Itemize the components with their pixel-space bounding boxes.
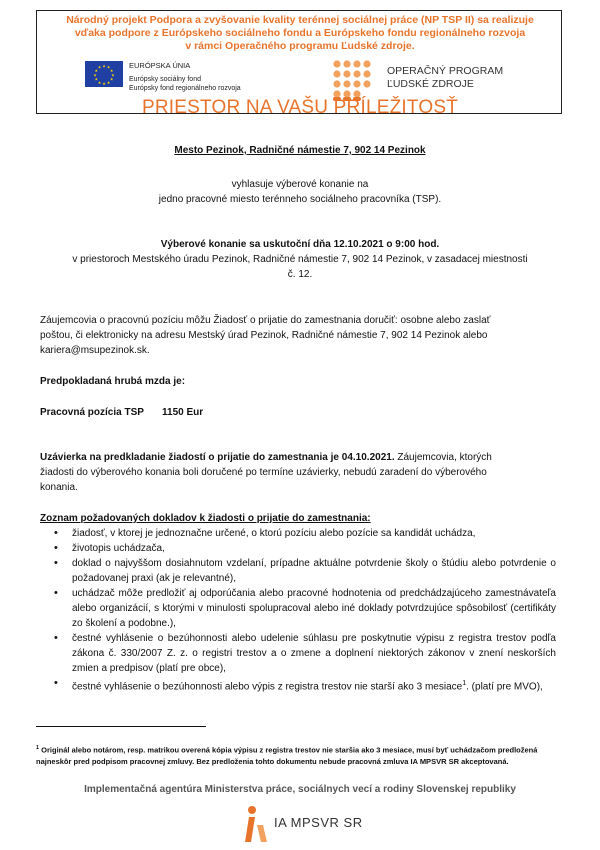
svg-text:★: ★ xyxy=(94,76,99,82)
operational-programme-logo-icon xyxy=(331,59,379,101)
announcement-line-2: jedno pracovné miesto terénneho sociálneho pracovníka (TSP). xyxy=(158,194,442,205)
agency-name: Implementačná agentúra Ministerstva práce, sociálnych vecí a rodiny Slovenskej republiky xyxy=(84,784,516,795)
requirement-item: • uchádzač môže predložiť aj odporúčania alebo pracovné hodnotenia od predchádzajúceho zamestnávateľa alebo organizácií, s ktorými v minulosti spolupracoval alebo iné doklady potvrdzujúce spôsobilosť (certifikáty zo školení a podobne.), xyxy=(44,586,556,631)
footnote-divider xyxy=(36,726,206,727)
requirement-item: • životopis uchádzača, xyxy=(44,541,556,556)
application-line-2: poštou, či elektronicky na adresu Mestský úrad Pezinok, Radničné námestie 7, 902 14 Pezinok alebo xyxy=(40,330,488,341)
ia-mpsvr-logo-icon xyxy=(240,805,270,845)
requirement-item-tail: . (platí pre MVO), xyxy=(466,681,543,693)
requirements-heading: Zoznam požadovaných dokladov k žiadosti o prijatie do zamestnania: xyxy=(40,513,371,524)
deadline-rest: Záujemcovia, ktorých xyxy=(394,452,492,463)
requirement-item: • žiadosť, v ktorej je jednoznačne určené, o ktorú pozíciu alebo pozície sa kandidát uchádza, xyxy=(44,526,556,541)
deadline-line-2: žiadosti do výberového konania boli doručené po termíne uzávierky, nebudú zaradení do výberového xyxy=(40,467,487,478)
project-title-line-2: vďaka podpore z Európskeho sociálneho fondu a Európskeho fondu regionálneho rozvoja xyxy=(74,27,526,39)
eu-text-block xyxy=(129,61,241,93)
svg-text:★: ★ xyxy=(102,63,106,69)
requirements-list xyxy=(44,526,556,694)
requirement-item: • čestné vyhlásenie o bezúhonnosti alebo udelenie súhlasu pre poskytnutie výpisu z registra trestov podľa zákona č. 330/2007 Z. z. o registri trestov a o zmene a doplnení niektorých zákonov v znení neskorších zmien a predpisov (platí pre obce), xyxy=(44,631,556,676)
footnote-marker: 1 xyxy=(36,745,40,751)
eu-fund-erdf: Európsky fond regionálneho rozvoja xyxy=(129,85,241,92)
svg-text:★: ★ xyxy=(93,72,97,78)
deadline-line-1 xyxy=(40,450,492,465)
eu-label: EURÓPSKA ÚNIA xyxy=(129,61,191,70)
operational-programme-text xyxy=(387,65,503,91)
application-line-1: Záujemcovia o pracovnú pozíciu môžu Žiadosť o prijatie do zamestnania doručiť: osobne alebo zaslať xyxy=(40,315,491,326)
svg-text:★: ★ xyxy=(111,72,115,78)
op-line-2: ĽUDSKÉ ZDROJE xyxy=(387,78,474,90)
requirement-item-criminal-record xyxy=(44,676,556,694)
slogan: PRIESTOR NA VAŠU PRÍLEŽITOSŤ xyxy=(141,97,458,118)
footnote-ref: 1 xyxy=(462,680,467,687)
svg-text:★: ★ xyxy=(106,79,111,85)
svg-text:★: ★ xyxy=(97,64,102,70)
deadline-line-3: konania. xyxy=(40,482,78,493)
project-title-line-1: Národný projekt Podpora a zvyšovanie kvality terénnej sociálnej práce (NP TSP II) sa realizuje xyxy=(66,14,534,26)
svg-text:★: ★ xyxy=(102,81,106,87)
application-email: kariera@msupezinok.sk. xyxy=(40,345,150,356)
op-line-1: OPERAČNÝ PROGRAM xyxy=(387,65,504,77)
announcement-line-1: vyhlasuje výberové konanie na xyxy=(231,179,369,190)
svg-text:★: ★ xyxy=(94,67,99,73)
place-line-2: č. 12. xyxy=(287,269,313,280)
footnote-text: Originál alebo notárom, resp. matrikou overená kópia výpisu z registra trestov nie staršia ako 3 mesiace, musí byť uchádzačom predložená najneskôr pred podpisom pracovnej zmluvy. Bez predloženia tohto dokumentu nebude pracovná zmluva IA MPSVR SR akceptovaná. xyxy=(36,745,538,766)
deadline-bold: Uzávierka na predkladanie žiadostí o prijatie do zamestnania je 04.10.2021. xyxy=(40,452,395,463)
requirement-item: • doklad o najvyššom dosiahnutom vzdelaní, prípadne aktuálne potvrdenie školy o štúdiu alebo potvrdenie o požadovanej praxi (ak je relevantné), xyxy=(44,556,556,586)
issuer-line: Mesto Pezinok, Radničné námestie 7, 902 14 Pezinok xyxy=(174,145,426,156)
ia-mpsvr-logo-text: IA MPSVR SR xyxy=(274,815,363,830)
footnote xyxy=(36,743,562,767)
place-line-1: v priestoroch Mestského úradu Pezinok, Radničné námestie 7, 902 14 Pezinok, v zasadacej miestnosti xyxy=(72,254,528,265)
salary-amount: 1150 Eur xyxy=(162,407,204,418)
svg-text:★: ★ xyxy=(109,76,114,82)
eu-fund-esf: Európsky sociálny fond xyxy=(129,76,201,83)
project-title xyxy=(37,14,563,53)
requirement-item-text: čestné vyhlásenie o bezúhonnosti alebo výpis z registra trestov nie starší ako 3 mesiace xyxy=(72,681,463,693)
svg-text:★: ★ xyxy=(109,67,114,73)
svg-text:★: ★ xyxy=(106,64,111,70)
eu-flag-icon xyxy=(85,61,123,87)
svg-text:★: ★ xyxy=(97,79,102,85)
salary-heading: Predpokladaná hrubá mzda je: xyxy=(40,376,186,387)
salary-position-label: Pracovná pozícia TSP xyxy=(40,407,144,418)
project-title-line-3: v rámci Operačného programu Ľudské zdroje. xyxy=(185,40,415,52)
date-line: Výberové konanie sa uskutoční dňa 12.10.2021 o 9:00 hod. xyxy=(160,239,440,250)
project-header-box xyxy=(36,10,562,118)
